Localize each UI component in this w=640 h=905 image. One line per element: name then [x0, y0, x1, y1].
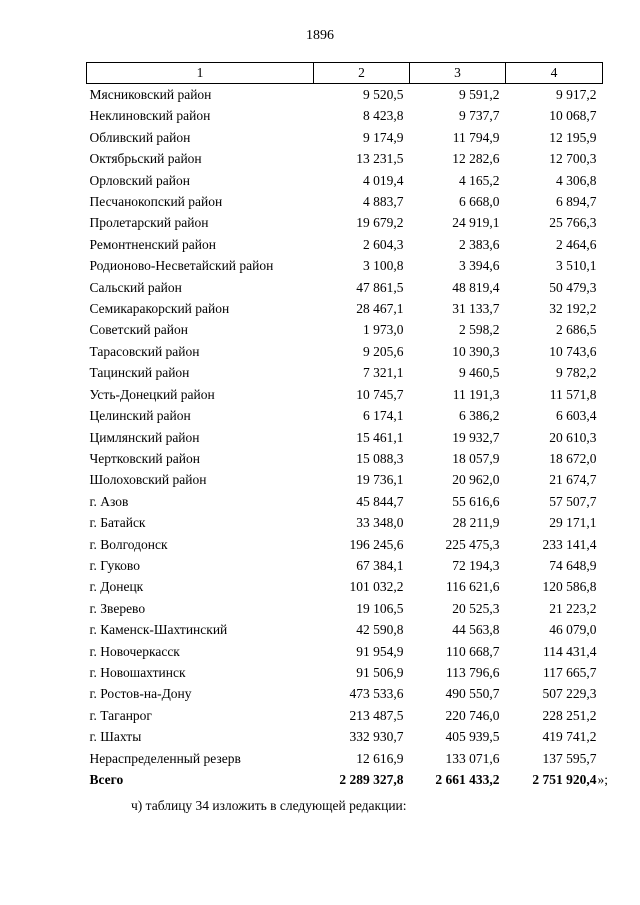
territory-name: Орловский район	[89, 172, 190, 188]
budget-value-col-4: 50 479,3	[549, 279, 597, 295]
budget-value-col-4: 21 223,2	[549, 600, 597, 616]
budget-value-col-2: 2 604,3	[363, 236, 404, 252]
budget-value-col-2: 473 533,6	[349, 686, 404, 702]
budget-value-col-2: 9 205,6	[363, 343, 404, 359]
budget-value-col-4: 233 141,4	[542, 536, 597, 552]
territory-name: г. Гуково	[89, 557, 140, 573]
budget-value-col-3: 2 598,2	[459, 322, 500, 338]
budget-value-col-3: 72 194,3	[452, 557, 500, 573]
table-row	[87, 534, 603, 555]
budget-value-col-2: 6 174,1	[363, 408, 404, 424]
budget-value-col-2: 7 321,1	[363, 365, 404, 381]
budget-value-col-4: 10 068,7	[549, 108, 597, 124]
budget-value-col-4: 12 700,3	[549, 151, 597, 167]
budget-value-col-3: 18 057,9	[452, 450, 500, 466]
table-row	[87, 619, 603, 640]
budget-value-col-3: 6 668,0	[459, 194, 500, 210]
table-row	[87, 234, 603, 255]
total-value-4	[506, 769, 609, 790]
table-row	[87, 469, 603, 490]
total-value-2: 2 289 327,8	[339, 772, 404, 787]
territory-name: г. Ростов-на-Дону	[89, 686, 192, 702]
budget-value-col-4: 9 917,2	[556, 87, 597, 102]
table-row	[87, 341, 603, 362]
budget-value-col-3: 11 794,9	[452, 129, 500, 145]
budget-value-col-4: 29 171,1	[549, 515, 597, 531]
table-row	[87, 212, 603, 233]
budget-value-col-3: 9 591,2	[459, 87, 500, 102]
budget-value-col-4: 2 464,6	[556, 236, 597, 252]
instruction-text: ч) таблицу 34 изложить в следующей редакции:	[131, 798, 407, 813]
territory-name: Пролетарский район	[89, 215, 209, 231]
budget-value-col-2: 91 954,9	[356, 643, 404, 659]
column-header-4: 4	[506, 63, 603, 84]
budget-value-col-4: 12 195,9	[549, 129, 597, 145]
closing-quote: »;	[597, 772, 609, 787]
table-row	[87, 84, 603, 106]
budget-value-col-4: 18 672,0	[549, 450, 597, 466]
budget-value-col-3: 405 939,5	[445, 729, 500, 745]
budget-value-col-4: 4 306,8	[556, 172, 597, 188]
table-row	[87, 748, 603, 769]
budget-value-col-3: 9 737,7	[459, 108, 500, 124]
budget-value-col-3: 490 550,7	[445, 686, 500, 702]
budget-value-col-3: 24 919,1	[452, 215, 500, 231]
budget-value-col-4: 137 595,7	[542, 750, 597, 766]
budget-value-col-4: 10 743,6	[549, 343, 597, 359]
budget-value-col-3: 116 621,6	[446, 579, 500, 595]
budget-value-col-2: 213 487,5	[349, 707, 404, 723]
budget-value-col-4: 120 586,8	[542, 579, 597, 595]
budget-value-col-3: 12 282,6	[452, 151, 500, 167]
territory-name: г. Батайск	[89, 515, 146, 531]
table-row	[87, 298, 603, 319]
budget-value-col-4: 11 571,8	[549, 386, 597, 402]
budget-value-col-4: 3 510,1	[556, 258, 597, 274]
table-row	[87, 512, 603, 533]
table-row	[87, 191, 603, 212]
table-row	[87, 255, 603, 276]
table-row	[87, 148, 603, 169]
territory-name: г. Волгодонск	[89, 536, 168, 552]
table-row	[87, 555, 603, 576]
budget-value-col-4: 32 192,2	[549, 301, 597, 317]
budget-value-col-2: 45 844,7	[356, 493, 404, 509]
budget-value-col-4: 117 665,7	[543, 664, 597, 680]
budget-value-col-2: 19 736,1	[356, 472, 404, 488]
budget-value-col-3: 133 071,6	[445, 750, 500, 766]
budget-value-col-2: 19 106,5	[356, 600, 404, 616]
table-row	[87, 405, 603, 426]
budget-value-col-2: 13 231,5	[356, 151, 404, 167]
budget-value-col-3: 48 819,4	[452, 279, 500, 295]
territory-name: Чертковский район	[89, 450, 200, 466]
budget-value-col-3: 28 211,9	[452, 515, 500, 531]
budget-value-col-2: 15 088,3	[356, 450, 404, 466]
budget-value-col-2: 101 032,2	[349, 579, 404, 595]
table-row	[87, 576, 603, 597]
territory-name: Шолоховский район	[89, 472, 207, 488]
budget-value-col-3: 20 962,0	[452, 472, 500, 488]
territory-name: г. Новошахтинск	[89, 664, 186, 680]
territory-name: Советский район	[89, 322, 188, 338]
budget-value-col-3: 113 796,6	[446, 664, 500, 680]
budget-value-col-3: 31 133,7	[452, 301, 500, 317]
table-row	[87, 105, 603, 126]
territory-name: г. Донецк	[89, 579, 144, 595]
budget-value-col-4: 507 229,3	[542, 686, 597, 702]
budget-value-col-2: 9 520,5	[363, 87, 404, 102]
territory-name: г. Таганрог	[89, 707, 152, 723]
budget-value-col-4: 2 686,5	[556, 322, 597, 338]
budget-value-col-2: 42 590,8	[356, 622, 404, 638]
table-body	[87, 84, 609, 791]
total-value-4-text: 2 751 920,4	[532, 772, 597, 787]
budget-value-col-3: 11 191,3	[452, 386, 500, 402]
territory-name: Обливский район	[89, 129, 191, 145]
budget-value-col-4: 74 648,9	[549, 557, 597, 573]
territory-name: Мясниковский район	[89, 87, 212, 102]
budget-value-col-4: 20 610,3	[549, 429, 597, 445]
budget-value-col-2: 15 461,1	[356, 429, 404, 445]
territory-name: Ремонтненский район	[89, 236, 216, 252]
budget-value-col-2: 67 384,1	[356, 557, 404, 573]
budget-value-col-4: 21 674,7	[549, 472, 597, 488]
budget-value-col-3: 55 616,6	[452, 493, 500, 509]
budget-value-col-2: 91 506,9	[356, 664, 404, 680]
budget-value-col-3: 2 383,6	[459, 236, 500, 252]
territory-name: Октябрьский район	[89, 151, 202, 167]
budget-value-col-2: 4 019,4	[363, 172, 404, 188]
table-row	[87, 427, 603, 448]
budget-value-col-2: 8 423,8	[363, 108, 404, 124]
total-value-3: 2 661 433,2	[435, 772, 500, 787]
territory-name: Песчанокопский район	[89, 194, 223, 210]
budget-value-col-3: 220 746,0	[445, 707, 500, 723]
budget-value-col-2: 10 745,7	[356, 386, 404, 402]
territory-name: г. Новочеркасск	[89, 643, 180, 659]
budget-value-col-4: 6 894,7	[556, 194, 597, 210]
total-label: Всего	[89, 772, 124, 787]
budget-table	[86, 62, 609, 790]
column-header-3: 3	[410, 63, 506, 84]
table-row	[87, 448, 603, 469]
table-row	[87, 127, 603, 148]
budget-value-col-3: 10 390,3	[452, 343, 500, 359]
column-header-2: 2	[314, 63, 410, 84]
table-row	[87, 170, 603, 191]
budget-value-col-3: 44 563,8	[452, 622, 500, 638]
table-header	[87, 63, 603, 84]
page-number: 1896	[306, 28, 334, 43]
budget-value-col-3: 4 165,2	[459, 172, 500, 188]
budget-value-col-3: 6 386,2	[459, 408, 500, 424]
budget-value-col-4: 9 782,2	[556, 365, 597, 381]
territory-name: Неклиновский район	[89, 108, 211, 124]
budget-value-col-4: 46 079,0	[549, 622, 597, 638]
table-row	[87, 384, 603, 405]
table-row	[87, 277, 603, 298]
budget-value-col-4: 25 766,3	[549, 215, 597, 231]
territory-name: Семикаракорский район	[89, 301, 230, 317]
territory-name: Нераспределенный резерв	[89, 750, 241, 766]
territory-name: Родионово-Несветайский район	[89, 258, 274, 274]
budget-value-col-4: 114 431,4	[543, 643, 597, 659]
header-row	[87, 63, 603, 84]
territory-name: Тарасовский район	[89, 343, 200, 359]
budget-value-col-2: 28 467,1	[356, 301, 404, 317]
table-row	[87, 491, 603, 512]
budget-value-col-2: 4 883,7	[363, 194, 404, 210]
territory-name: Целинский район	[89, 408, 191, 424]
table-row	[87, 598, 603, 619]
budget-value-col-2: 332 930,7	[349, 729, 404, 745]
budget-value-col-3: 225 475,3	[445, 536, 500, 552]
territory-name: г. Каменск-Шахтинский	[89, 622, 228, 638]
table-row	[87, 683, 603, 704]
budget-value-col-3: 20 525,3	[452, 600, 500, 616]
territory-name: г. Шахты	[89, 729, 142, 745]
territory-name: г. Азов	[89, 493, 129, 509]
budget-value-col-2: 1 973,0	[363, 322, 404, 338]
table-row	[87, 362, 603, 383]
budget-value-col-4: 228 251,2	[542, 707, 597, 723]
table-row	[87, 726, 603, 747]
table-row	[87, 641, 603, 662]
budget-value-col-2: 33 348,0	[356, 515, 404, 531]
territory-name: Сальский район	[89, 279, 182, 295]
budget-value-col-2: 3 100,8	[363, 258, 404, 274]
column-header-1: 1	[87, 63, 314, 84]
territory-name: Цимлянский район	[89, 429, 200, 445]
budget-value-col-4: 419 741,2	[542, 729, 597, 745]
total-row	[87, 769, 603, 790]
table-row	[87, 319, 603, 340]
budget-value-col-4: 57 507,7	[549, 493, 597, 509]
budget-value-col-3: 3 394,6	[459, 258, 500, 274]
territory-name: Усть-Донецкий район	[89, 386, 215, 402]
territory-name: Тацинский район	[89, 365, 190, 381]
budget-value-col-3: 19 932,7	[452, 429, 500, 445]
territory-name: г. Зверево	[89, 600, 146, 616]
table-row	[87, 705, 603, 726]
budget-value-col-4: 6 603,4	[556, 408, 597, 424]
budget-value-col-3: 110 668,7	[446, 643, 500, 659]
budget-value-col-2: 9 174,9	[363, 129, 404, 145]
budget-value-col-2: 19 679,2	[356, 215, 404, 231]
budget-value-col-2: 12 616,9	[356, 750, 404, 766]
budget-value-col-2: 47 861,5	[356, 279, 404, 295]
budget-value-col-3: 9 460,5	[459, 365, 500, 381]
table-row	[87, 662, 603, 683]
budget-value-col-2: 196 245,6	[349, 536, 404, 552]
